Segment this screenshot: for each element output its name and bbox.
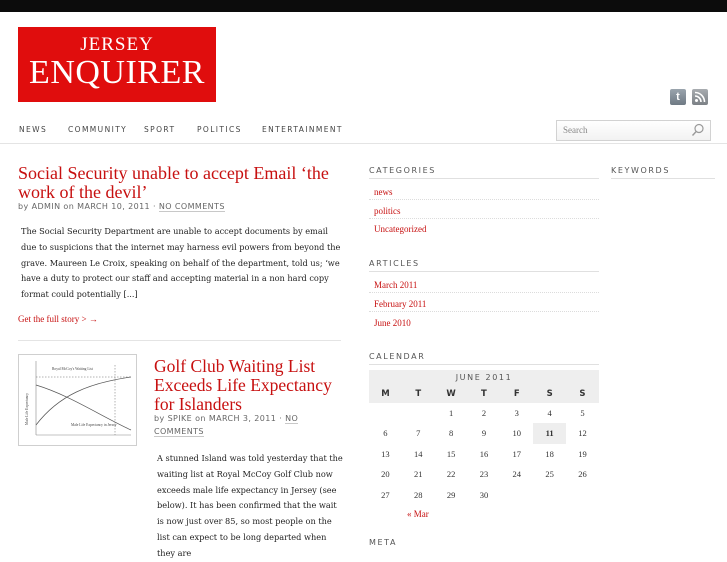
calendar-day: 8 — [448, 428, 454, 439]
calendar-day — [369, 403, 402, 423]
search-icon[interactable] — [691, 123, 705, 137]
widget-item-separator — [369, 292, 599, 293]
widget-rule — [369, 178, 599, 179]
calendar-day — [566, 485, 599, 505]
post-thumbnail[interactable] — [18, 354, 137, 446]
calendar-month: JUNE 2011 — [369, 370, 599, 386]
articles-title: ARTICLES — [369, 259, 420, 268]
calendar-week-row — [369, 403, 599, 423]
calendar-day: 1 — [448, 408, 454, 418]
calendar-week-row — [369, 464, 599, 484]
nav-item-news[interactable]: NEWS — [19, 125, 48, 134]
calendar-day: 30 — [479, 489, 489, 500]
logo-line1: JERSEY — [80, 34, 154, 55]
rss-icon[interactable] — [692, 89, 708, 105]
post-byline: by SPIKE on MARCH 3, 2011 · NO COMMENTS — [154, 414, 299, 436]
calendar-grid — [369, 403, 599, 505]
read-more-link[interactable]: Get the full story > → — [18, 314, 98, 324]
widget-rule — [369, 364, 599, 365]
rss-glyph — [692, 89, 708, 105]
calendar-day: 26 — [578, 469, 587, 480]
calendar-prev-link[interactable]: « Mar — [407, 509, 429, 519]
post-date-link[interactable]: MARCH 10, 2011 — [77, 202, 151, 211]
post-excerpt: The Social Security Department are unable to accept documents by email due to suspicions that the internet may harness evil powers from beyond the grave. Maureen Le Croix, speaking on behalf of the department, told us; ‘we have a duty to protect our staff and accepting material in a non hard copy format could potentially [...] — [21, 226, 341, 300]
calendar-week-row — [369, 423, 599, 443]
calendar-day: 14 — [414, 448, 423, 459]
post-byline: by ADMIN on MARCH 10, 2011 · NO COMMENTS — [18, 202, 225, 211]
calendar-day: 20 — [381, 469, 390, 480]
calendar-day: 13 — [381, 448, 390, 459]
category-link[interactable]: Uncategorized — [374, 224, 427, 234]
calendar-day: 17 — [512, 448, 522, 459]
calendar-day: 10 — [512, 428, 522, 439]
calendar-day: 18 — [545, 448, 554, 459]
calendar-day: 12 — [578, 428, 587, 439]
calendar-week-row — [369, 444, 599, 464]
site-logo[interactable] — [18, 27, 216, 102]
archive-link[interactable]: June 2010 — [374, 318, 411, 328]
post-comments-link[interactable]: NO COMMENTS — [154, 414, 299, 436]
calendar-day — [402, 403, 435, 423]
post-comments-link[interactable]: NO COMMENTS — [158, 202, 225, 211]
widget-rule — [611, 178, 715, 179]
calendar-day: 25 — [545, 469, 554, 480]
twitter-icon[interactable]: t — [670, 89, 686, 105]
calendar-weekdays: M T W T F S S — [369, 386, 599, 403]
search-input[interactable] — [556, 120, 711, 141]
keywords-title: KEYWORDS — [611, 166, 670, 175]
post-title[interactable]: Golf Club Waiting List Exceeds Life Expectancy for Islanders — [154, 356, 332, 414]
calendar-day: 4 — [547, 408, 552, 418]
widget-rule — [369, 271, 599, 272]
archive-link[interactable]: March 2011 — [374, 280, 418, 290]
widget-item-separator — [369, 218, 599, 219]
calendar-day: 3 — [514, 408, 519, 418]
calendar-day: 7 — [416, 428, 421, 439]
svg-text:Royal McCoy's Waiting List: Royal McCoy's Waiting List — [52, 367, 93, 371]
calendar-day: 21 — [414, 469, 423, 480]
calendar-day — [533, 485, 566, 505]
meta-title: META — [369, 538, 398, 547]
calendar-day: 9 — [481, 428, 487, 439]
widget-item-separator — [369, 199, 599, 200]
calendar-day: 5 — [580, 408, 585, 418]
post-date-link[interactable]: MARCH 3, 2011 — [208, 414, 277, 423]
category-link[interactable]: news — [374, 187, 393, 197]
chart-thumbnail-icon — [19, 355, 136, 445]
widget-item-separator — [369, 311, 599, 312]
top-bar — [0, 0, 727, 12]
calendar — [369, 370, 599, 519]
categories-title: CATEGORIES — [369, 166, 436, 175]
post-divider — [18, 340, 341, 341]
archive-link[interactable]: February 2011 — [374, 299, 427, 309]
calendar-title: CALENDAR — [369, 352, 426, 361]
calendar-day: 15 — [446, 448, 456, 459]
nav-item-entertainment[interactable]: ENTERTAINMENT — [262, 125, 343, 134]
calendar-day — [500, 485, 533, 505]
calendar-day: 16 — [479, 448, 489, 459]
post-title[interactable]: Social Security unable to accept Email ‘the work of the devil’ — [18, 163, 329, 202]
nav-item-sport[interactable]: SPORT — [144, 125, 176, 134]
calendar-day: 28 — [414, 489, 423, 500]
nav-item-community[interactable]: COMMUNITY — [68, 125, 128, 134]
calendar-day: 2 — [481, 408, 487, 418]
nav-item-politics[interactable]: POLITICS — [197, 125, 242, 134]
svg-text:Male Life Expectancy: Male Life Expectancy — [25, 393, 29, 425]
calendar-day: 11 — [533, 423, 566, 443]
category-link[interactable]: politics — [374, 206, 401, 216]
logo-line2: ENQUIRER — [29, 54, 205, 91]
search-placeholder: Search — [563, 125, 588, 135]
calendar-day: 22 — [446, 469, 456, 480]
calendar-day: 27 — [381, 489, 390, 500]
post-excerpt: A stunned Island was told yesterday that the waiting list at Royal McCoy Golf Club now exceeds male life expectancy in Jersey (see below). It has been confirmed that the wait is now just over 85, so most people on the list can expect to be long departed when they are — [157, 453, 343, 558]
post-author-link[interactable]: SPIKE — [167, 414, 193, 423]
post-author-link[interactable]: ADMIN — [31, 202, 61, 211]
calendar-day: 6 — [383, 428, 388, 439]
calendar-day: 23 — [479, 469, 489, 480]
calendar-day: 29 — [446, 489, 456, 500]
calendar-day: 24 — [512, 469, 522, 480]
calendar-day: 19 — [578, 448, 587, 459]
calendar-week-row — [369, 485, 599, 505]
svg-text:Male Life Expectancy in Jersey: Male Life Expectancy in Jersey — [71, 423, 117, 427]
